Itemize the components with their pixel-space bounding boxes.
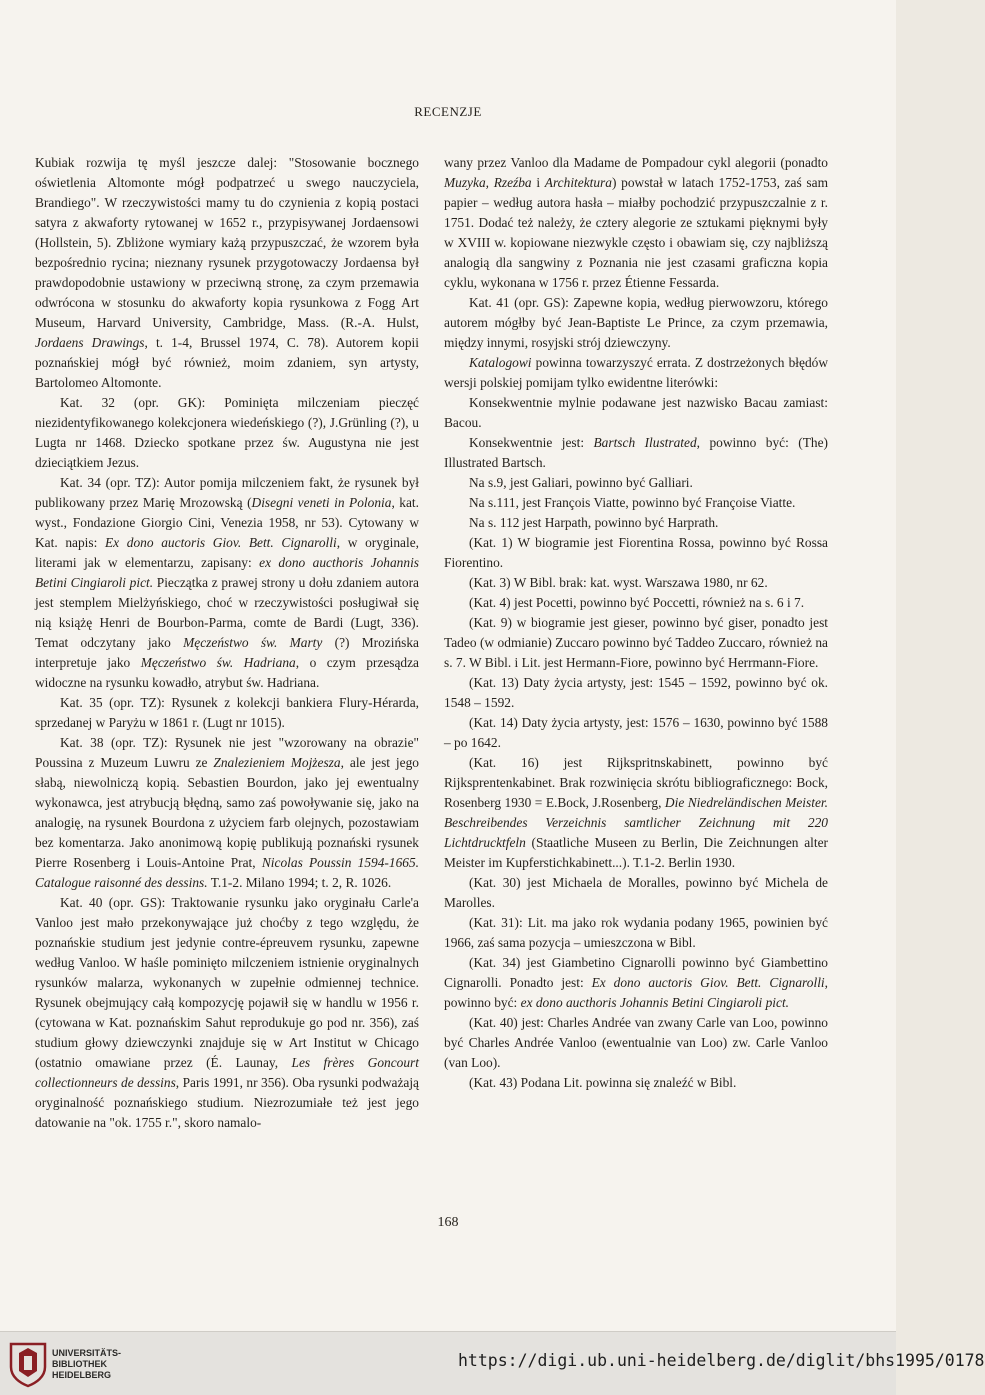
university-seal-icon <box>8 1341 48 1387</box>
paragraph: (Kat. 9) w biogramie jest gieser, powinno być giser, ponadto jest Tadeo (w odmianie) Zuccaro powinno być Taddeo Zuccaro, również na s. 7. W Bibl. i Lit. jest Hermann-Fiore, powinno być Herrmann-Fiore. <box>444 615 828 670</box>
paragraph: (Kat. 30) jest Michaela de Moralles, powinno być Michela de Marolles. <box>444 875 828 910</box>
paragraph: Kat. 38 (opr. TZ): Rysunek nie jest "wzorowany na obrazie" Poussina z Muzeum Luwru ze Znalezieniem Mojżesza, ale jest jego słabą, niewolniczą kopią. Sebastien Bourdon, jako jej ewentualny wykonawca, jest atrybucją błędną, samo zaś powoływanie się, jako na analogię, na rysunek Bourdona z użyciem farb olejnych, pozostawiam bez komentarza. Jako anonimową kopię publikują poznański rysunek Pierre Rosenberg i Louis-Antoine Prat, Nicolas Poussin 1594-1665. Catalogue raisonné des dessins. T.1-2. Milano 1994; t. 2, R. 1026. <box>35 735 419 890</box>
paragraph: Kat. 32 (opr. GK): Pominięta milczeniam pieczęć niezidentyfikowanego kolekcjonera wiedeńskiego (?), J.Grünling (?), u Lugta nr 1468. Dziecko spotkane przez św. Augustyna nie jest dzieciątkiem Jezus. <box>35 395 419 470</box>
paragraph: Na s.9, jest Galiari, powinno być Galliari. <box>469 475 693 490</box>
running-header: RECENZJE <box>414 104 482 119</box>
logo-line: BIBLIOTHEK <box>52 1359 107 1369</box>
paragraph: Na s. 112 jest Harpath, powinno być Harprath. <box>469 515 719 530</box>
paragraph: Kat. 34 (opr. TZ): Autor pomija milczeniem fakt, że rysunek był publikowany przez Marię Mrozowską (Disegni veneti in Polonia, kat. wyst., Fondazione Giorgio Cini, Venezia 1958, nr 53). Cytowany w Kat. napis: Ex dono auctoris Giov. Bett. Cignarolli, w oryginale, literami jak w elementarzu, zapisany: ex dono aucthoris Johannis Betini Cingiaroli pict. Pieczątka z prawej strony u dołu zdaniem autora jest stemplem Mielżyńskiego, choć w rzeczywistości posługiwał się nią książę Henri de Bourbon-Parma, comte de Bardi (Lugt, 336). Temat odczytany jako Męczeństwo św. Marty (?) Mrozińska interpretuje jako Męczeństwo św. Hadriana, o czym przesądza widoczne na rysunku kowadło, atrybut św. Hadriana. <box>35 475 419 690</box>
paragraph: (Kat. 1) W biogramie jest Fiorentina Rossa, powinno być Rossa Fiorentino. <box>444 535 828 570</box>
logo-line: UNIVERSITÄTS- <box>52 1348 122 1358</box>
logo-line: HEIDELBERG <box>52 1370 112 1380</box>
paragraph: (Kat. 40) jest: Charles Andrée van zwany Carle van Loo, powinno być Charles Andrée Vanloo (ewentualnie van Loo) zw. Carle Vanloo (van Loo). <box>444 1015 828 1070</box>
paragraph: (Kat. 16) jest Rijkspritnskabinett, powinno być Rijksprentenkabinet. Brak rozwinięcia skrótu bibliograficznego: Bock, Rosenberg 1930 = E.Bock, J.Rosenberg, Die Niedreländischen Meister. Beschreibendes Verzeichnis samtlicher Zeichnung mit 220 Lichtdrucktfeln (Staatliche Museen zu Berlin, Die Zeichnungen alter Meister im Kupferstichkabinett...). T.1-2. Berlin 1930. <box>444 755 828 870</box>
paragraph: Kat. 40 (opr. GS): Traktowanie rysunku jako oryginału Carle'a Vanloo jest mało przekonywające już choćby z tego względu, że poznańskie studium jest jedynie contre-épreuvem rysunku, zapewne według Vanloo. W haśle pominięto milczeniem istnienie oryginalnych rysunków malarza, wykonanych w zupełnie odmiennej technice. Rysunek obejmujący całą kompozycję pojawił się w handlu w 1956 r. (cytowana w Kat. poznańskim Sahut reprodukuje go pod nr. 356), zaś studium głowy dziewczynki znajduje się w Art Institut w Chicago (ostatnio omawiane przez (É. Launay, Les frères Goncourt collectionneurs de dessins, Paris 1991, nr 356). Oba rysunki podważają oryginalność poznańskiego studium. Niezrozumiałe też jest jego datowanie na "ok. 1755 r.", skoro namalo- <box>35 895 419 1130</box>
viewer-footer <box>0 1331 985 1395</box>
paragraph: (Kat. 3) W Bibl. brak: kat. wyst. Warszawa 1980, nr 62. <box>469 575 768 590</box>
library-logo-text <box>52 1348 121 1381</box>
right-column <box>444 153 828 1093</box>
paragraph: Katalogowi powinna towarzyszyć errata. Z dostrzeżonych błędów wersji polskiej pomijam tylko ewidentne literówki: <box>444 355 828 390</box>
paragraph: Kubiak rozwija tę myśl jeszcze dalej: "Stosowanie bocznego oświetlenia Altomonte mógł podpatrzeć u swego nauczyciela, Brandiego". W rzeczywistości mamy tu do czynienia z kopią postaci satyra z akwaforty rytowanej w 1652 r., przypisywanej Jordaensowi (Hollstein, 5). Zbliżone wymiary każą przypuszczać, że wzorem była bezpośrednio rycina; nieznany rysunek przygotowaczy Jordaensa był prawdopodobnie ustawiony w przeciwną stronę, za czym przemawia odwrócona w stosunku do akwaforty kopia rysunkowa z Fogg Art Museum, Harvard University, Cambridge, Mass. (R.-A. Hulst, Jordaens Drawings, t. 1-4, Brussel 1974, C. 78). Autorem kopii poznańskiej mógł być również, moim zdaniem, syn artysty, Bartolomeo Altomonte. <box>35 155 419 390</box>
paragraph: (Kat. 14) Daty życia artysty, jest: 1576 – 1630, powinno być 1588 – po 1642. <box>444 715 828 750</box>
left-column <box>35 153 419 1133</box>
paragraph: Konsekwentnie mylnie podawane jest nazwisko Bacau zamiast: Bacou. <box>444 395 828 430</box>
paragraph: (Kat. 43) Podana Lit. powinna się znaleźć w Bibl. <box>469 1075 737 1090</box>
paragraph: Kat. 35 (opr. TZ): Rysunek z kolekcji bankiera Flury-Hérarda, sprzedanej w Paryżu w 1861 r. (Lugt nr 1015). <box>35 695 419 730</box>
paragraph: (Kat. 31): Lit. ma jako rok wydania podany 1965, powinien być 1966, zaś sama pozycja – umieszczona w Bibl. <box>444 915 828 950</box>
paragraph: (Kat. 4) jest Pocetti, powinno być Poccetti, również na s. 6 i 7. <box>469 595 805 610</box>
paragraph: (Kat. 34) jest Giambetino Cignarolli powinno być Giambettino Cignarolli. Ponadto jest: Ex dono auctoris Giov. Bett. Cignarolli, powinno być: ex dono aucthoris Johannis Betini Cingiaroli pict. <box>444 955 828 1010</box>
paragraph: Konsekwentnie jest: Bartsch Ilustrated, powinno być: (The) Illustrated Bartsch. <box>444 435 828 470</box>
paragraph: (Kat. 13) Daty życia artysty, jest: 1545 – 1592, powinno być ok. 1548 – 1592. <box>444 675 828 710</box>
page-number: 168 <box>437 1215 459 1230</box>
paragraph: wany przez Vanloo dla Madame de Pompadour cykl alegorii (ponadto Muzyka, Rzeźba i Architektura) powstał w latach 1752-1753, zaś sam papier – według autora hasła – miałby pochodzić przypuszczalnie z r. 1751. Dodać też należy, że cztery alegorie ze sztukami pięknymi były w XVIII w. kopiowane niezwykle często i obawiam się, czy najbliższą analogią dla sangwiny z Poznania nie jest czasami graficzna kopia cyklu, wykonana w 1756 r. przez Étienne Fessarda. <box>444 155 828 290</box>
paragraph: Na s.111, jest François Viatte, powinno być Françoise Viatte. <box>469 495 796 510</box>
permalink-url[interactable]: https://digi.ub.uni-heidelberg.de/diglit/bhs1995/0178 <box>458 1351 985 1370</box>
paragraph: Kat. 41 (opr. GS): Zapewne kopia, według pierwowzoru, którego autorem mógłby być Jean-Baptiste Le Prince, za czym przemawia, między innymi, rosyjski strój dziewczyny. <box>444 295 828 350</box>
